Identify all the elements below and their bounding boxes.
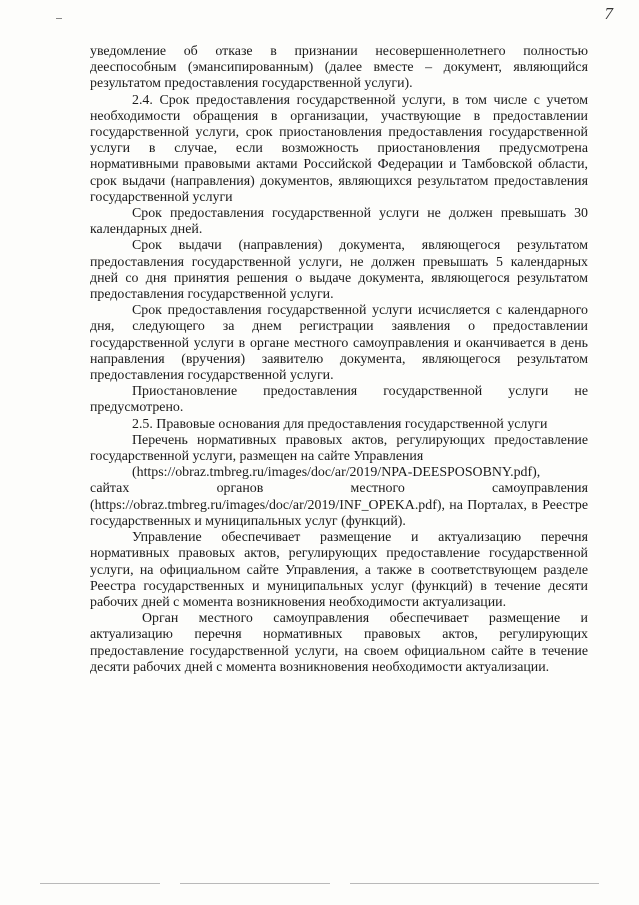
scan-edge-line (350, 883, 599, 884)
local-sites-text: сайтах органов местного самоуправления (90, 481, 588, 497)
paragraph-issuance-term: Срок выдачи (направления) документа, являющегося результатом предоставления государственной услуги, не должен превышать 5 календарных дней со дня принятия решения о выдаче документа, являющегося результатом предоставления государственной услуги. (90, 238, 588, 303)
scan-edge-line (40, 883, 160, 884)
paragraph-term-calculation: Срок предоставления государственной услуги исчисляется с календарного дня, следующего за днем регистрации заявления о предоставлении государственной услуги в органе местного самоуправления и оканчивается в день направления (вручения) заявителю документа, являющегося результатом предоставления государственной услуги. (90, 303, 588, 384)
paragraph-management-updates: Управление обеспечивает размещение и актуализацию перечня нормативных правовых актов, регулирующих предоставление государственной услуги, на официальном сайте Управления, а также в соответствующем разделе Реестра государственных и муниципальных услуг (функций) в течение десяти рабочих дней с момента возникновения необходимости актуализации. (90, 530, 588, 610)
paragraph-local-authority-updates: Орган местного самоуправления обеспечивает размещение и актуализацию перечня нормативных правовых актов, регулирующих предоставление государственной услуги, на своем официальном сайте в течение десяти рабочих дней с момента возникновения необходимости актуализации. (90, 611, 588, 675)
legal-acts-text: Перечень нормативных правовых актов, регулирующих предоставление государственной услуги, размещен на сайте Управления (90, 432, 588, 465)
paragraph-suspension: Приостановление предоставления государственной услуги не предусмотрено. (90, 384, 588, 416)
scan-edge-line (180, 883, 330, 884)
paragraph-result-definition: уведомление об отказе в признании несовершеннолетнего полностью дееспособным (эмансипированным) (далее вместе – документ, являющийся результатом предоставления государственной услуги). (90, 44, 588, 92)
paragraph-term-limit: Срок предоставления государственной услуги не должен превышать 30 календарных дней. (90, 206, 588, 238)
scan-bottom-edge (40, 883, 599, 889)
management-site-link[interactable]: (https://obraz.tmbreg.ru/images/doc/ar/2019/NPA-DEESPOSOBNY.pdf), (132, 465, 541, 481)
local-sites-link[interactable]: (https://obraz.tmbreg.ru/images/doc/ar/2019/INF_OPEKA.pdf), (90, 497, 445, 513)
paragraph-legal-acts-list (90, 433, 588, 530)
portals-registry-text: на Порталах, в Реестре государственных и муниципальных услуг (функций). (90, 497, 588, 529)
page-number: 7 (604, 4, 613, 23)
section-heading-2-4: 2.4. Срок предоставления государственной услуги, в том числе с учетом необходимости обращения в организации, участвующие в предоставлении государственной услуги, срок приостановления предоставления государственной услуги в случае, если возможность приостановления предусмотрена нормативными правовыми актами Российской Федерации и Тамбовской области, срок выдачи (направления) документов, являющихся результатом предоставления государственной услуги (90, 92, 588, 205)
document-body (90, 44, 588, 676)
section-heading-2-5: 2.5. Правовые основания для предоставления государственной услуги (132, 416, 548, 432)
scan-artifact (56, 18, 62, 19)
